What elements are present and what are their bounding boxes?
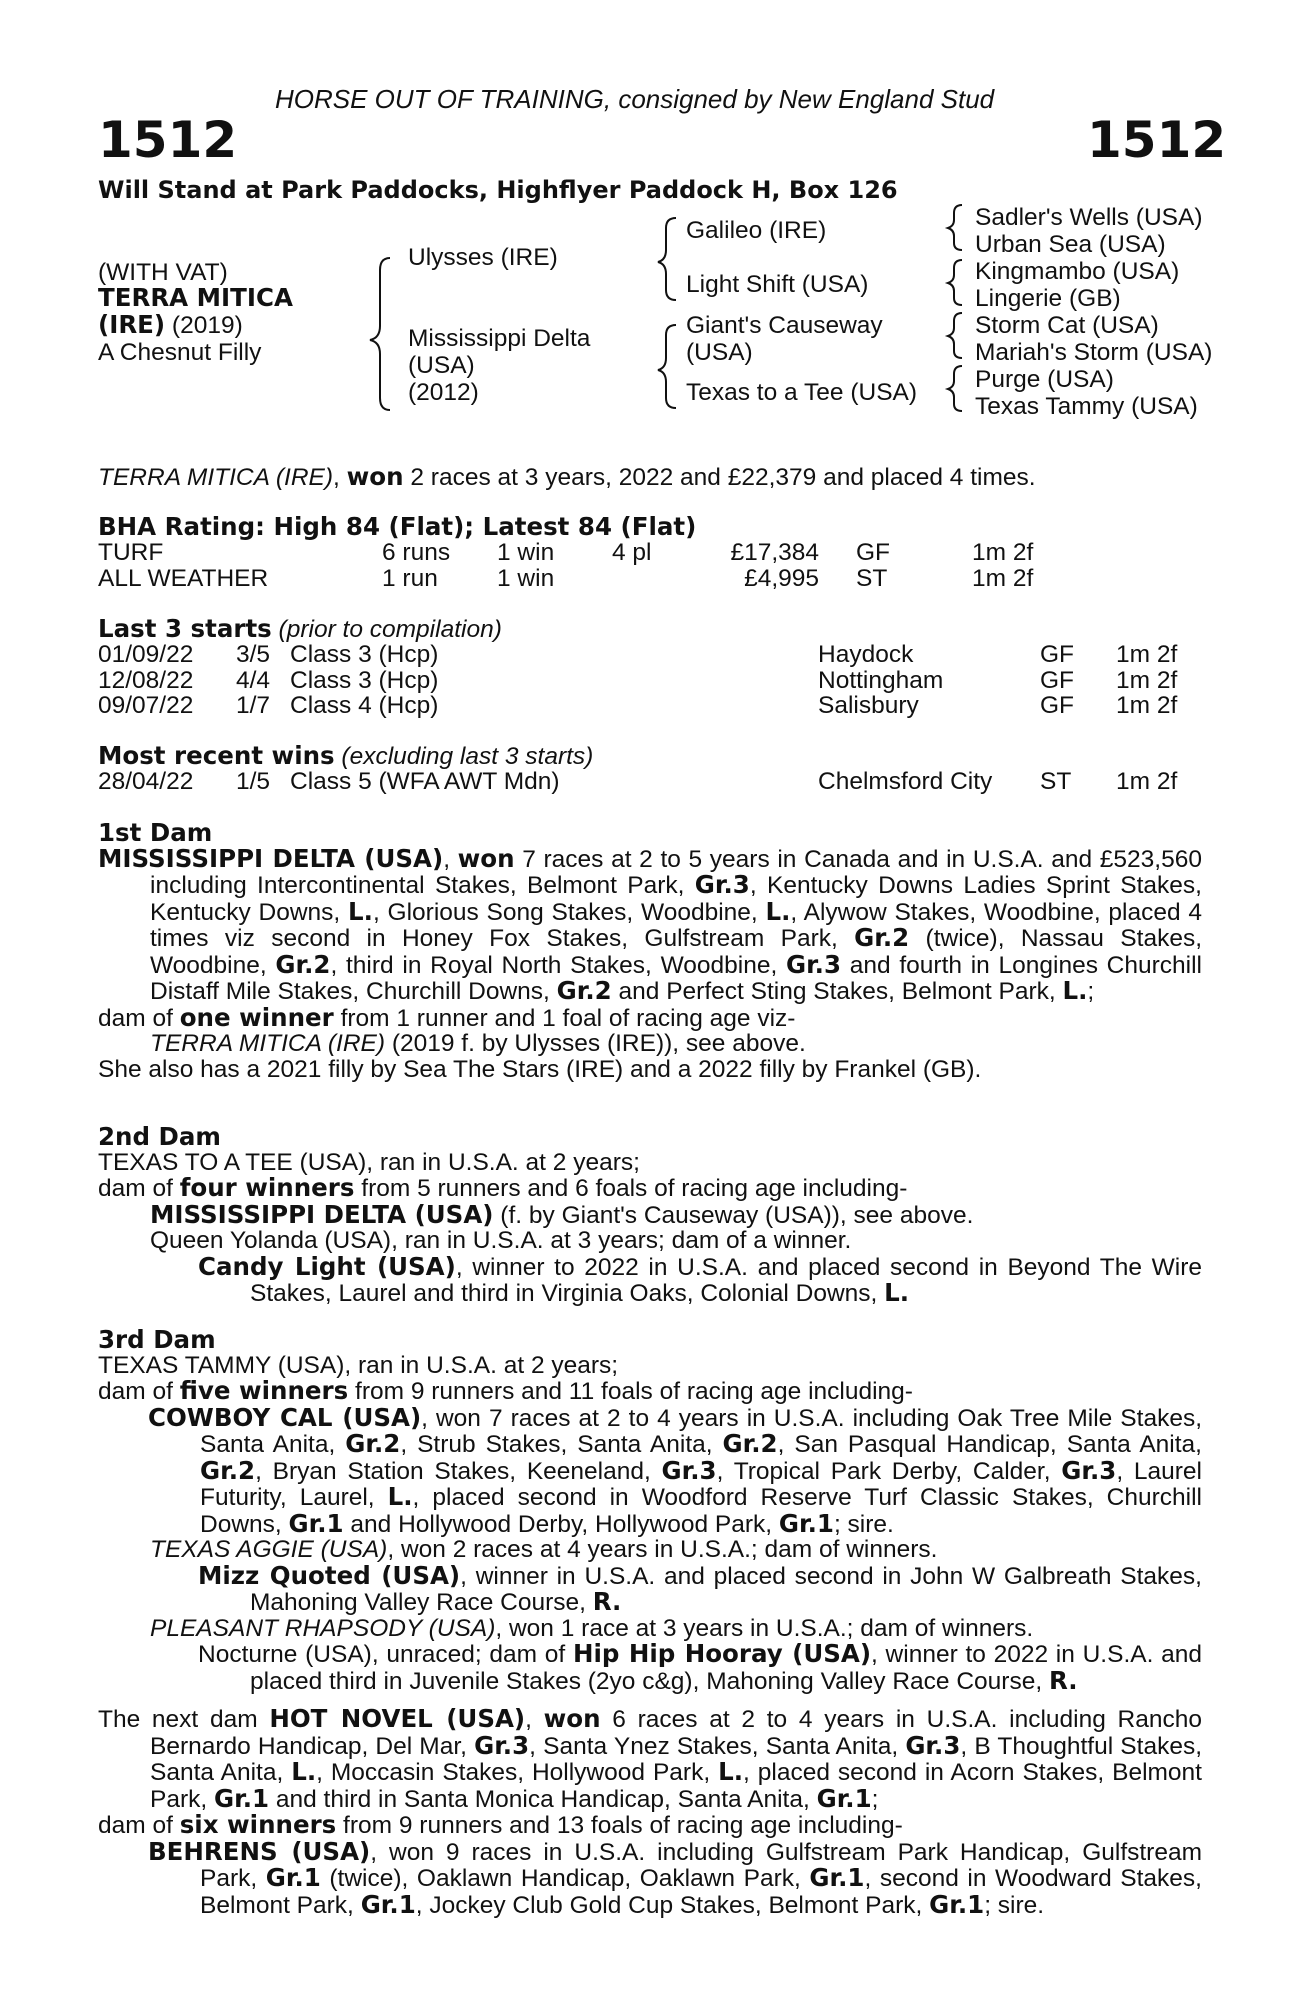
start-distance: 1m 2f	[1116, 641, 1178, 668]
win-pos: 1/5	[236, 768, 271, 795]
brace-gen1	[370, 258, 390, 410]
pedigree-dam-sire-line2: (USA)	[686, 339, 753, 366]
pedigree-dam-line1: Mississippi Delta	[408, 325, 591, 352]
rating-runs: 1 run	[382, 565, 438, 592]
brace-g3-3	[948, 313, 962, 358]
second-dam-section	[98, 1124, 1202, 1307]
horse-origin-year: (IRE) (2019)	[98, 310, 243, 339]
pedigree-dam-line3: (2012)	[408, 379, 479, 406]
pedigree-g4-3: Kingmambo (USA)	[975, 258, 1180, 285]
recent-wins-heading: Most recent wins (excluding last 3 starts)	[98, 741, 594, 770]
next-dam-record: The next dam HOT NOVEL (USA), won 6 races at 2 to 4 years in U.S.A. including Rancho Bernardo Handicap, Del Mar, Gr.3, Santa Ynez Stakes, Santa Anita, Gr.3, B Thoughtful Stakes, Santa Anita, L., Moccasin Stakes, Hollywood Park, L., placed second in Acorn Stakes, Belmont Park, Gr.1 and third in Santa Monica Handicap, Santa Anita, Gr.1;	[98, 1704, 1202, 1813]
second-dam-produce-2: Queen Yolanda (USA), ran in U.S.A. at 3 years; dam of a winner.	[150, 1227, 852, 1254]
second-dam-record: TEXAS TO A TEE (USA), ran in U.S.A. at 2 years;	[98, 1148, 640, 1176]
start-date: 01/09/22	[98, 641, 194, 668]
brace-g3-4	[948, 366, 962, 411]
lot-number-left: 1512	[98, 111, 238, 169]
rating-wins: 1 win	[497, 539, 555, 566]
third-dam-produce-summary: dam of five winners from 9 runners and 11 foals of racing age including-	[98, 1376, 913, 1405]
stand-line: Will Stand at Park Paddocks, Highflyer Paddock H, Box 126	[98, 176, 898, 204]
next-dam-produce-behrens: BEHRENS (USA), won 9 races in U.S.A. including Gulfstream Park Handicap, Gulfstream Park, Gr.1 (twice), Oaklawn Handicap, Oaklawn Park, Gr.1, second in Woodward Stakes, Belmont Park, Gr.1, Jockey Club Gold Cup Stakes, Belmont Park, Gr.1; sire.	[148, 1836, 1202, 1919]
start-course: Haydock	[818, 641, 914, 668]
third-dam-section	[98, 1327, 1202, 1694]
vat-note: (WITH VAT)	[98, 259, 228, 286]
start-going: GF	[1040, 667, 1075, 694]
rating-placed: 4 pl	[612, 539, 652, 566]
consignor-line: HORSE OUT OF TRAINING, consigned by New England Stud	[275, 84, 995, 114]
start-race: Class 3 (Hcp)	[290, 641, 439, 668]
rating-distance: 1m 2f	[972, 565, 1034, 592]
rating-runs: 6 runs	[382, 539, 451, 566]
horse-name: TERRA MITICA	[98, 283, 293, 312]
second-dam-heading: 2nd Dam	[98, 1122, 221, 1151]
start-distance: 1m 2f	[1116, 667, 1178, 694]
win-course: Chelmsford City	[818, 768, 993, 795]
pedigree-dam-sire-line1: Giant's Causeway	[686, 312, 883, 339]
win-race: Class 5 (WFA AWT Mdn)	[290, 768, 560, 795]
start-pos: 4/4	[236, 667, 271, 694]
rating-prize: £4,995	[744, 565, 819, 592]
third-dam-grandproduce-nocturne: Nocturne (USA), unraced; dam of Hip Hip Hooray (USA), winner to 2022 in U.S.A. and placed third in Juvenile Stakes (2yo c&g), Mahoning Valley Race Course, R.	[198, 1639, 1202, 1695]
pedigree-sire-dam: Light Shift (USA)	[686, 271, 869, 298]
start-distance: 1m 2f	[1116, 692, 1178, 719]
brace-g3-2	[948, 260, 962, 305]
pedigree-sire-sire: Galileo (IRE)	[686, 217, 827, 244]
pedigree-dam-line2: (USA)	[408, 352, 475, 379]
start-going: GF	[1040, 641, 1075, 668]
start-race: Class 3 (Hcp)	[290, 667, 439, 694]
rating-prize: £17,384	[730, 539, 819, 566]
first-dam-heading: 1st Dam	[98, 818, 213, 847]
race-summary: TERRA MITICA (IRE), won 2 races at 3 years, 2022 and £22,379 and placed 4 times.	[98, 462, 1036, 491]
third-dam-produce-pleasant-rhapsody: PLEASANT RHAPSODY (USA), won 1 race at 3 years in U.S.A.; dam of winners.	[150, 1614, 1034, 1642]
last-starts-heading: Last 3 starts (prior to compilation)	[98, 614, 502, 643]
pedigree-g4-8: Texas Tammy (USA)	[975, 393, 1198, 420]
lot-number-right: 1512	[1087, 111, 1227, 169]
third-dam-grandproduce-mizz-quoted: Mizz Quoted (USA), winner in U.S.A. and placed second in John W Galbreath Stakes, Mahoning Valley Race Course, R.	[198, 1560, 1202, 1616]
brace-g3-1	[948, 205, 962, 250]
win-distance: 1m 2f	[1116, 768, 1178, 795]
start-pos: 3/5	[236, 641, 271, 668]
pedigree-g4-7: Purge (USA)	[975, 366, 1114, 393]
second-dam-grandproduce: Candy Light (USA), winner to 2022 in U.S.A. and placed second in Beyond The Wire Stakes, Laurel and third in Virginia Oaks, Colonial Downs, L.	[198, 1251, 1202, 1307]
start-pos: 1/7	[236, 692, 271, 719]
pedigree-sire: Ulysses (IRE)	[408, 244, 558, 271]
first-dam-section	[98, 820, 1202, 1082]
rating-wins: 1 win	[497, 565, 555, 592]
first-dam-produce: TERRA MITICA (IRE) (2019 f. by Ulysses (IRE)), see above.	[150, 1030, 806, 1057]
third-dam-produce-cowboy-cal: COWBOY CAL (USA), won 7 races at 2 to 4 years in U.S.A. including Oak Tree Mile Stakes, Santa Anita, Gr.2, Strub Stakes, Santa Anita, Gr.2, San Pasqual Handicap, Santa Anita, Gr.2, Bryan Station Stakes, Keeneland, Gr.3, Tropical Park Derby, Calder, Gr.3, Laurel Futurity, Laurel, L., placed second in Woodford Reserve Turf Classic Stakes, Churchill Downs, Gr.1 and Hollywood Derby, Hollywood Park, Gr.1; sire.	[148, 1402, 1202, 1538]
first-dam-also: She also has a 2021 filly by Sea The Stars (IRE) and a 2022 filly by Frankel (GB).	[98, 1055, 982, 1083]
pedigree-g4-6: Mariah's Storm (USA)	[975, 339, 1213, 366]
win-going: ST	[1040, 768, 1072, 795]
start-course: Nottingham	[818, 667, 944, 694]
third-dam-record: TEXAS TAMMY (USA), ran in U.S.A. at 2 years;	[98, 1351, 619, 1379]
next-dam-section	[98, 1706, 1202, 1918]
pedigree-g4-4: Lingerie (GB)	[975, 285, 1121, 312]
first-dam-produce-summary: dam of one winner from 1 runner and 1 foal of racing age viz-	[98, 1002, 796, 1032]
rating-surface: ALL WEATHER	[98, 565, 269, 592]
rating-heading: BHA Rating: High 84 (Flat); Latest 84 (Flat)	[98, 512, 697, 541]
start-date: 09/07/22	[98, 692, 194, 719]
rating-distance: 1m 2f	[972, 539, 1034, 566]
second-dam-produce-1: MISSISSIPPI DELTA (USA) (f. by Giant's Causeway (USA)), see above.	[150, 1199, 974, 1229]
horse-description: A Chesnut Filly	[98, 339, 262, 366]
win-date: 28/04/22	[98, 768, 194, 795]
brace-dam	[658, 325, 676, 408]
next-dam-produce-summary: dam of six winners from 9 runners and 13 foals of racing age including-	[98, 1810, 903, 1839]
second-dam-produce-summary: dam of four winners from 5 runners and 6 foals of racing age including-	[98, 1173, 908, 1202]
pedigree-g4-2: Urban Sea (USA)	[975, 231, 1166, 258]
first-dam-record: MISSISSIPPI DELTA (USA), won 7 races at 2 to 5 years in Canada and in U.S.A. and £523,560 including Intercontinental Stakes, Belmont Park, Gr.3, Kentucky Downs Ladies Sprint Stakes, Kentucky Downs, L., Glorious Song Stakes, Woodbine, L., Alywow Stakes, Woodbine, placed 4 times viz second in Honey Fox Stakes, Gulfstream Park, Gr.2 (twice), Nassau Stakes, Woodbine, Gr.2, third in Royal North Stakes, Woodbine, Gr.3 and fourth in Longines Churchill Distaff Mile Stakes, Churchill Downs, Gr.2 and Perfect Sting Stakes, Belmont Park, L.;	[98, 843, 1203, 1005]
start-going: GF	[1040, 692, 1075, 719]
start-course: Salisbury	[818, 692, 919, 719]
rating-going: ST	[856, 565, 888, 592]
rating-going: GF	[856, 539, 891, 566]
pedigree-g4-5: Storm Cat (USA)	[975, 312, 1159, 339]
start-race: Class 4 (Hcp)	[290, 692, 439, 719]
brace-sire	[658, 218, 676, 300]
rating-surface: TURF	[98, 539, 164, 566]
third-dam-produce-texas-aggie: TEXAS AGGIE (USA), won 2 races at 4 years in U.S.A.; dam of winners.	[150, 1536, 938, 1563]
third-dam-heading: 3rd Dam	[98, 1325, 216, 1354]
start-date: 12/08/22	[98, 667, 194, 694]
pedigree-dam-dam: Texas to a Tee (USA)	[686, 379, 918, 406]
pedigree-g4-1: Sadler's Wells (USA)	[975, 204, 1203, 231]
